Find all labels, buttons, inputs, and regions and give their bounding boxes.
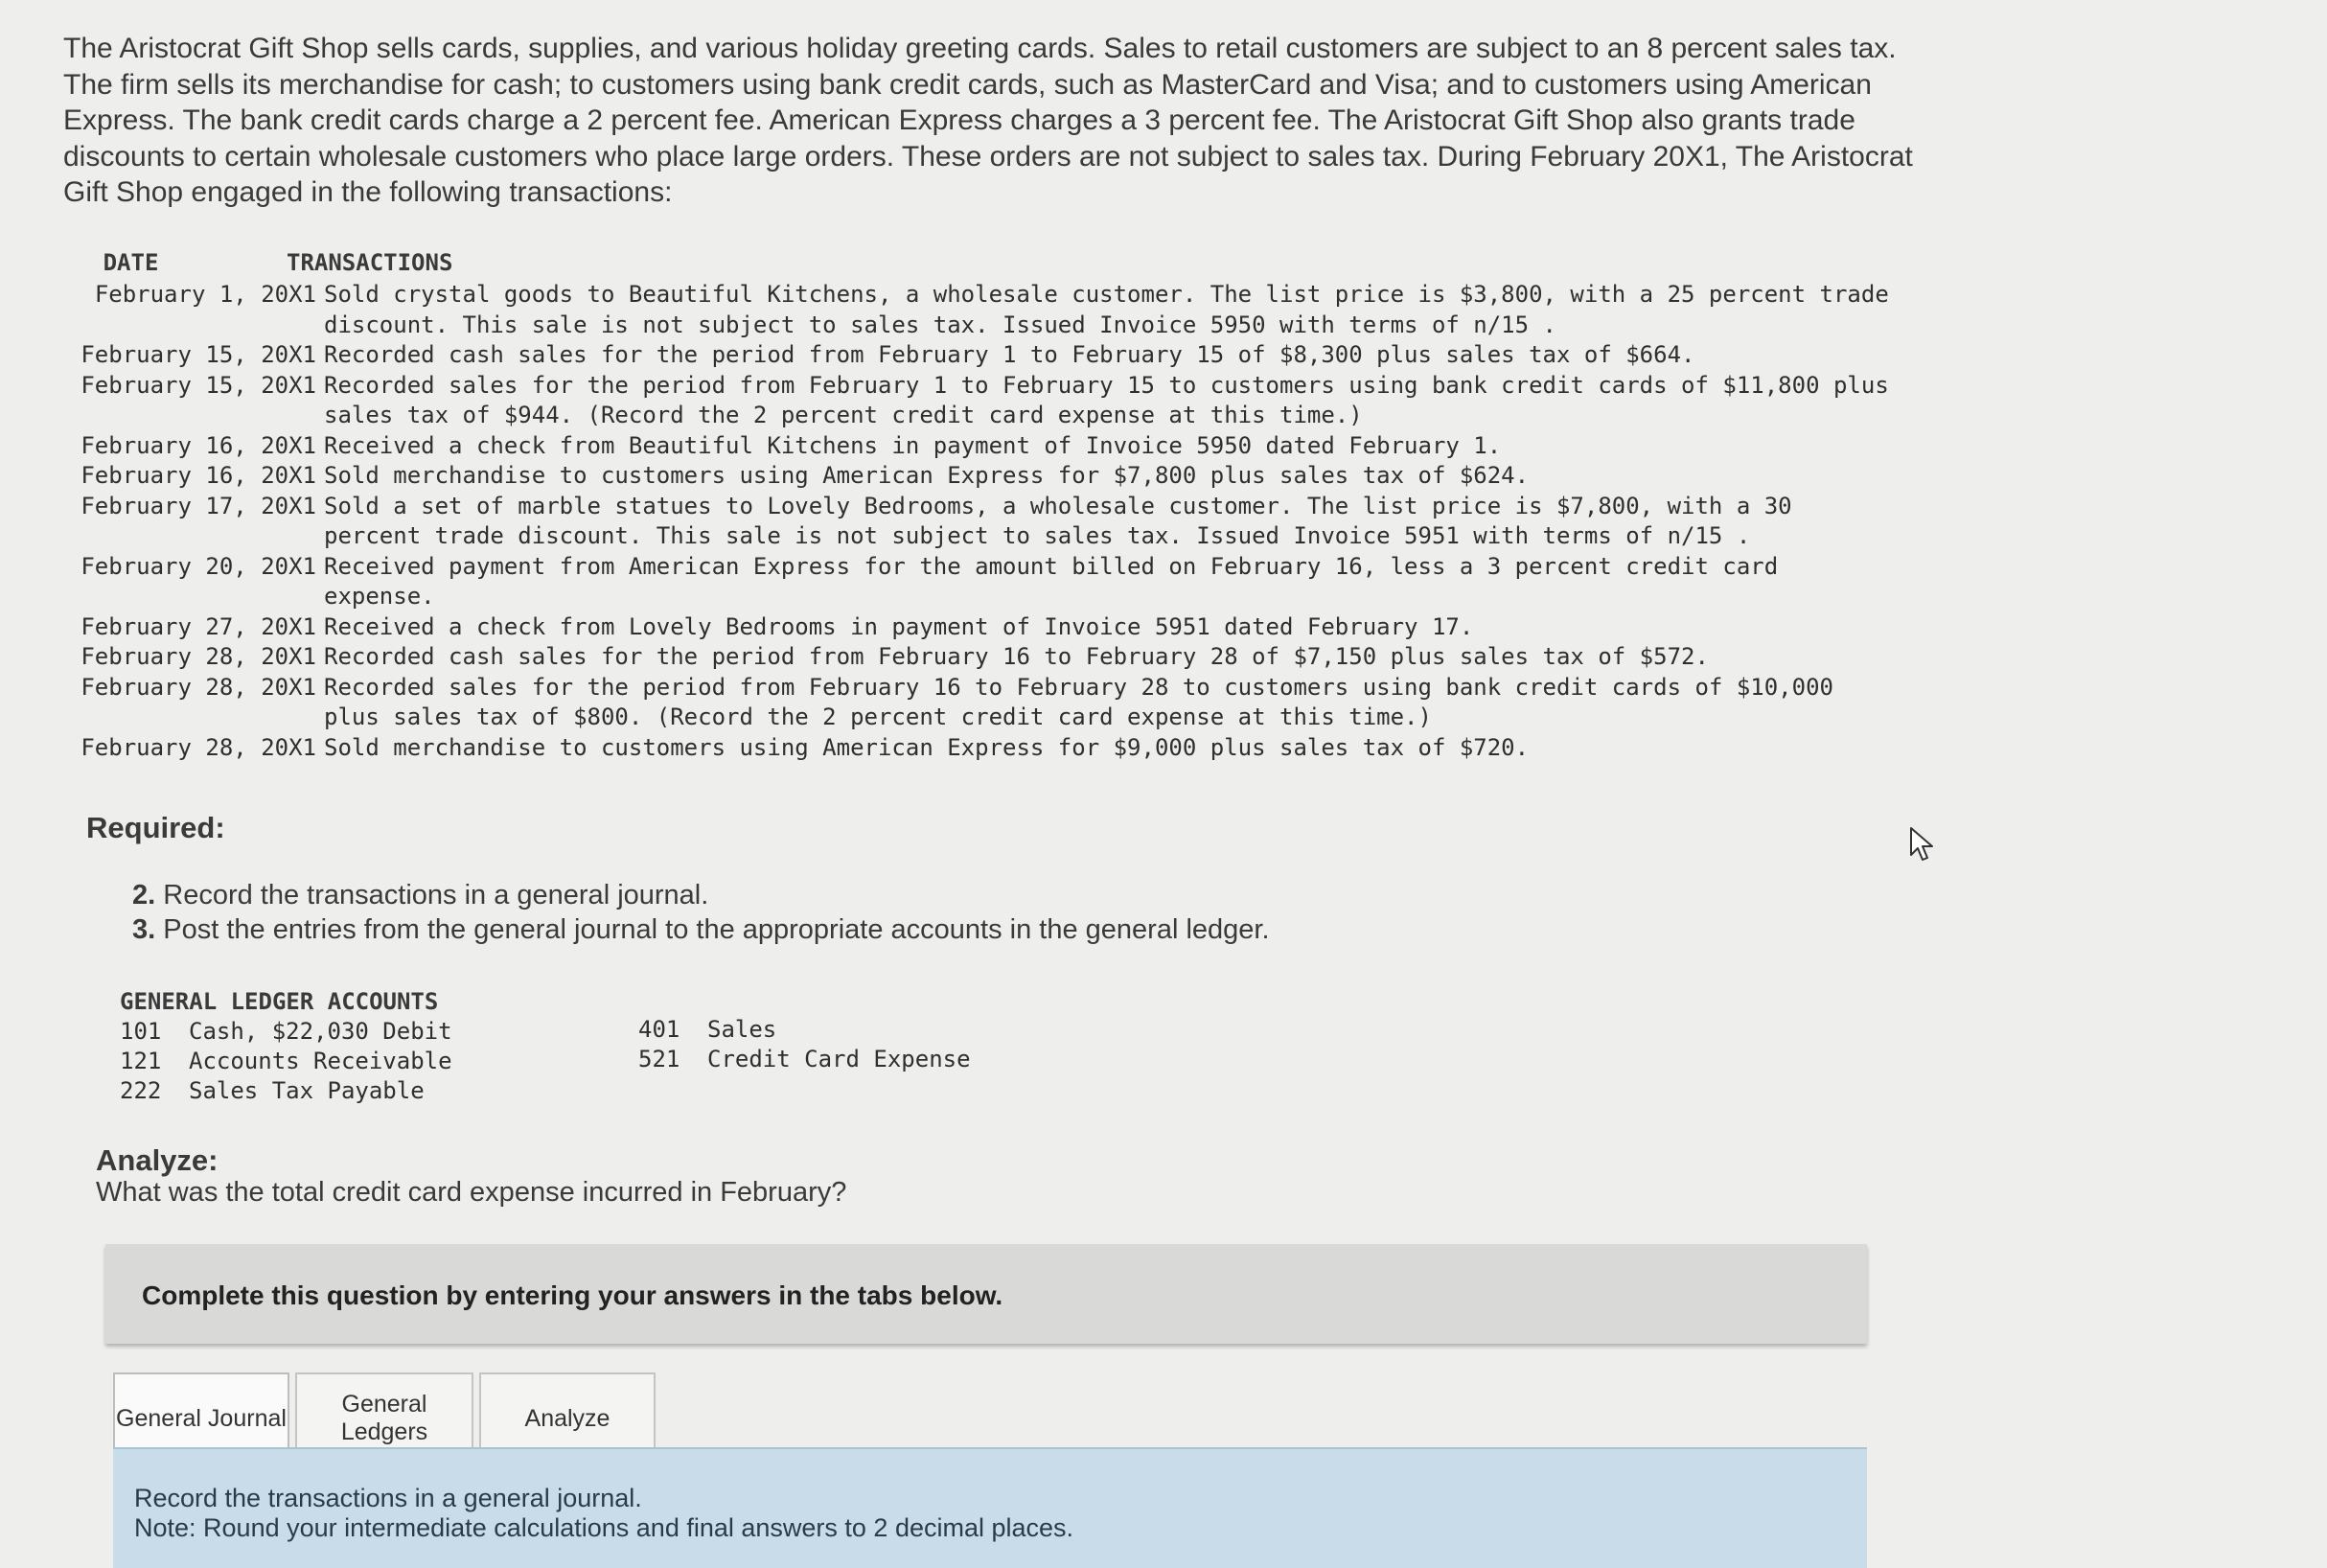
- required-item-text: Record the transactions in a general journal.: [163, 880, 709, 911]
- tab-general-journal[interactable]: General Journal: [113, 1372, 289, 1463]
- transaction-text: Received payment from American Express for the amount billed on February 16, less a 3 percent credit card expense.: [324, 552, 1779, 610]
- required-item-number: 3.: [132, 914, 156, 945]
- account-number: 401: [638, 1016, 680, 1043]
- transaction-text: Received a check from Beautiful Kitchens in payment of Invoice 5950 dated February 1.: [324, 431, 1502, 459]
- ledger-accounts-title: GENERAL LEDGER ACCOUNTS: [120, 988, 439, 1015]
- account-name: Sales Tax Payable: [189, 1077, 425, 1104]
- transaction-date: February 20, 20X1: [81, 552, 316, 580]
- transaction-row: [71, 461, 1930, 492]
- ledger-account: [120, 1047, 452, 1076]
- problem-intro: The Aristocrat Gift Shop sells cards, supplies, and various holiday greeting cards. Sales to retail customers are subject to an 8 percent sales tax. The firm sells its merchandise for cash; to customers using bank credit cards, such as MasterCard and Visa; and to customers using American Express. The bank credit cards charge a 2 percent fee. American Express charges a 3 percent fee. The Aristocrat Gift Shop also grants trade discounts to certain wholesale customers who place large orders. These orders are not subject to sales tax. During February 20X1, The Aristocrat Gift Shop engaged in the following transactions:: [63, 33, 1913, 208]
- transaction-text: Sold a set of marble statues to Lovely Bedrooms, a wholesale customer. The list price is $7,800, with a 30 percent trade discount. This sale is not subject to sales tax. Issued Invoice 5951 with terms of n/15 .: [324, 492, 1792, 549]
- transaction-date: February 28, 20X1: [81, 673, 316, 701]
- transaction-date: February 15, 20X1: [81, 371, 316, 399]
- transaction-date: February 28, 20X1: [81, 733, 316, 761]
- ledger-account: [638, 1015, 971, 1045]
- account-number: 521: [638, 1046, 680, 1072]
- transaction-date: February 16, 20X1: [81, 462, 316, 489]
- account-number: 121: [120, 1048, 162, 1074]
- required-item: [132, 912, 1270, 947]
- transaction-date: February 28, 20X1: [81, 643, 316, 670]
- account-name: Credit Card Expense: [707, 1046, 971, 1072]
- analyze-heading: Analyze:: [96, 1143, 219, 1177]
- ledger-account: [120, 1017, 452, 1047]
- transaction-row: [71, 673, 1930, 733]
- transaction-row: [71, 280, 1930, 340]
- transaction-row: [71, 371, 1930, 431]
- required-item: [132, 878, 1270, 912]
- required-heading: Required:: [86, 811, 225, 844]
- account-name: Cash, $22,030 Debit: [189, 1018, 452, 1045]
- transaction-row: [71, 431, 1930, 462]
- transaction-text: Received a check from Lovely Bedrooms in payment of Invoice 5951 dated February 17.: [324, 612, 1474, 640]
- transactions-header-label: TRANSACTIONS: [287, 249, 453, 276]
- account-name: Accounts Receivable: [189, 1048, 452, 1074]
- tab-content-panel: [113, 1447, 1867, 1568]
- ledger-account: [120, 1076, 452, 1106]
- transaction-row: [71, 552, 1930, 612]
- account-name: Sales: [707, 1016, 777, 1043]
- tab-analyze[interactable]: Analyze: [479, 1372, 656, 1463]
- transaction-date: February 1, 20X1: [94, 281, 316, 308]
- required-item-text: Post the entries from the general journal to the appropriate accounts in the general ledger.: [163, 914, 1270, 945]
- ledger-account: [638, 1045, 971, 1074]
- transaction-text: Recorded sales for the period from February 1 to February 15 to customers using bank credit cards of $11,800 plus sales tax of $944. (Record the 2 percent credit card expense at this time.): [324, 371, 1889, 428]
- transaction-row: [71, 492, 1930, 552]
- required-item-number: 2.: [132, 880, 156, 911]
- transaction-row: [71, 612, 1930, 643]
- transaction-text: Recorded cash sales for the period from February 1 to February 15 of $8,300 plus sales tax of $664.: [324, 341, 1695, 368]
- transaction-row: [71, 642, 1930, 673]
- transaction-text: Sold merchandise to customers using American Express for $7,800 plus sales tax of $624.: [324, 462, 1530, 489]
- required-list: [132, 878, 1270, 947]
- date-header: DATE: [103, 249, 159, 276]
- transaction-date: February 16, 20X1: [81, 431, 316, 459]
- ledger-accounts-left: [120, 1017, 452, 1106]
- transaction-row: [71, 340, 1930, 371]
- account-number: 222: [120, 1077, 162, 1104]
- panel-instruction: Record the transactions in a general journal.: [134, 1484, 642, 1512]
- account-number: 101: [120, 1018, 162, 1045]
- mouse-cursor-icon: [1909, 826, 1938, 865]
- transaction-text: Sold merchandise to customers using American Express for $9,000 plus sales tax of $720.: [324, 733, 1530, 761]
- transaction-date: February 17, 20X1: [81, 492, 316, 519]
- transaction-date: February 27, 20X1: [81, 612, 316, 640]
- transaction-text: Sold crystal goods to Beautiful Kitchens, a wholesale customer. The list price is $3,800, with a 25 percent trade discount. This sale is not subject to sales tax. Issued Invoice 5950 with terms of n/15 .: [324, 281, 1889, 338]
- transaction-text: Recorded sales for the period from February 16 to February 28 to customers using bank credit cards of $10,000 plus sales tax of $800. (Record the 2 percent credit card expense at this time.): [324, 673, 1833, 730]
- transaction-text: Recorded cash sales for the period from February 16 to February 28 of $7,150 plus sales tax of $572.: [324, 643, 1709, 670]
- tab-general-ledgers[interactable]: General Ledgers: [295, 1372, 473, 1463]
- banner-text: Complete this question by entering your answers in the tabs below.: [142, 1280, 1003, 1310]
- instructions-banner: [105, 1244, 1867, 1344]
- transactions-table: [71, 249, 1930, 763]
- ledger-accounts-right: [638, 1015, 971, 1074]
- panel-note: Note: Round your intermediate calculations and final answers to 2 decimal places.: [134, 1513, 1074, 1542]
- transaction-row: [71, 733, 1930, 764]
- transactions-header: [71, 249, 1930, 280]
- transaction-date: February 15, 20X1: [81, 341, 316, 368]
- analyze-question: What was the total credit card expense incurred in February?: [96, 1177, 847, 1208]
